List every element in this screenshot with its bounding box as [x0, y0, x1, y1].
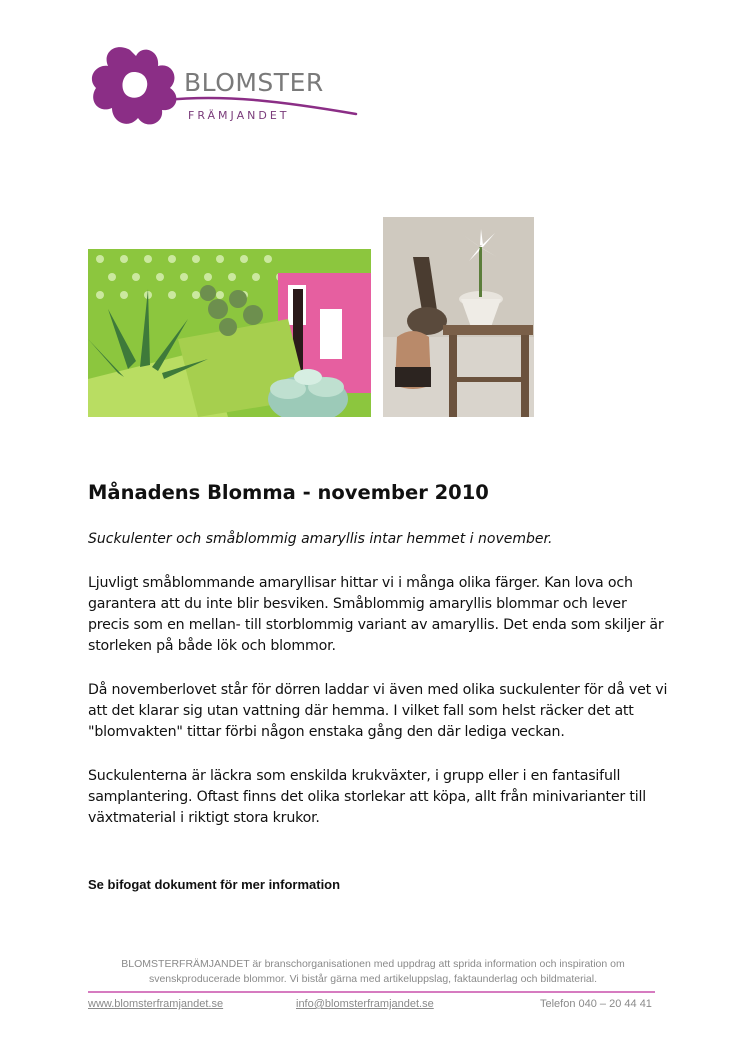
- footer-divider: [88, 991, 655, 993]
- footer-disclaimer: BLOMSTERFRÄMJANDET är branschorganisationen med uppdrag att sprida information och inspiration om svenskproducerade blommor. Vi bistår gärna med artikeluppslag, faktaunderlag och bildmaterial.: [121, 958, 625, 985]
- article-paragraph-2: Då novemberlovet står för dörren laddar vi även med olika suckulenter för då vet vi att det klarar sig utan vattning där hemma. I vilket fall som helst räcker det att "blomvakten" tittar förbi någon enstaka gång den där lediga veckan.: [88, 682, 668, 740]
- website-link[interactable]: www.blomsterframjandet.se: [88, 998, 224, 1010]
- logo-wordmark: BLOMSTER: [184, 68, 324, 97]
- amaryllis-photo: [383, 217, 534, 417]
- article-lead: Suckulenter och småblommig amaryllis intar hemmet i november.: [88, 531, 553, 547]
- article-paragraph-3: Suckulenterna är läckra som enskilda krukväxter, i grupp eller i en fantasifull samplantering. Oftast finns det olika storlekar att köpa, allt från minivarianter till växtmaterial i riktigt stora krukor.: [88, 768, 646, 826]
- attachment-note: Se bifogat dokument för mer information: [88, 877, 341, 892]
- email-link[interactable]: info@blomsterframjandet.se: [296, 998, 434, 1010]
- footer-phone: Telefon 040 – 20 44 41: [540, 998, 652, 1010]
- succulents-image-icon: [88, 249, 371, 417]
- succulents-photo: [88, 249, 371, 417]
- footer-email: [296, 998, 434, 1010]
- article-title: Månadens Blomma - november 2010: [88, 481, 489, 504]
- logo-subtitle: FRÄMJANDET: [188, 109, 290, 122]
- footer-website: [88, 998, 223, 1010]
- amaryllis-image-icon: [383, 217, 534, 417]
- article-paragraph-1: Ljuvligt småblommande amaryllisar hittar vi i många olika färger. Kan lova och garantera att du inte blir besviken. Småblommig amaryllis blommar och lever precis som en mellan- till storblommig variant av amaryllis. Det enda som skiljer är storleken på både lök och blommor.: [88, 575, 664, 654]
